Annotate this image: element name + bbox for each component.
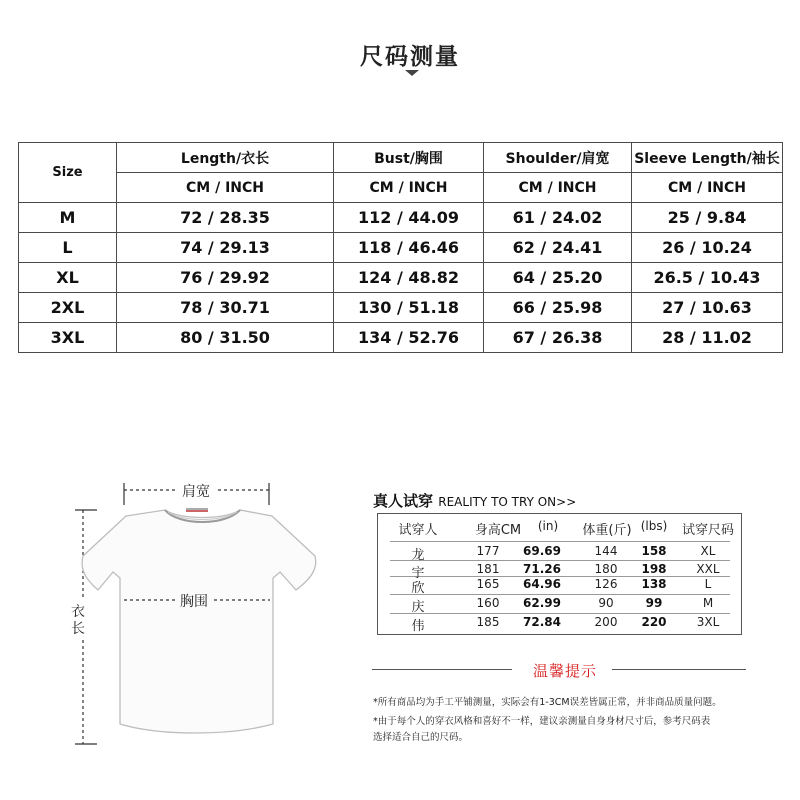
tips-divider-left <box>372 669 512 670</box>
try-on-cell-cm: 160 <box>476 596 500 610</box>
try-on-cell-cm: 185 <box>476 615 500 629</box>
value-cell: 134 / 52.76 <box>334 323 484 353</box>
try-on-cell-lbs: 198 <box>641 562 667 576</box>
table-row <box>19 233 783 263</box>
length-label: 衣长 <box>71 604 85 637</box>
lbs-header: (lbs) <box>640 519 668 533</box>
value-cell: 62 / 24.41 <box>484 233 632 263</box>
try-on-cell-in: 69.69 <box>523 544 561 558</box>
try-on-cell-cm: 177 <box>476 544 500 558</box>
value-cell: 26.5 / 10.43 <box>632 263 783 293</box>
try-on-cell-name: 龙 <box>411 548 425 563</box>
value-cell: 78 / 30.71 <box>117 293 334 323</box>
shoulder-label: 肩宽 <box>182 484 210 500</box>
note-line: *所有商品均为手工平铺测量，实际会有1-3CM误差皆属正常，并非商品质量问题。 <box>373 697 722 708</box>
try-on-subtitle: REALITY TO TRY ON>> <box>438 495 577 509</box>
try-on-cell-lbs: 138 <box>641 577 667 591</box>
try-on-cell-cm: 165 <box>476 577 500 591</box>
divider <box>390 541 730 542</box>
bust-header: Bust/胸围 <box>334 143 484 173</box>
value-cell: 118 / 46.46 <box>334 233 484 263</box>
value-cell: 27 / 10.63 <box>632 293 783 323</box>
try-on-cell-jin: 90 <box>598 596 614 610</box>
value-cell: 61 / 24.02 <box>484 203 632 233</box>
size-cell: M <box>19 203 117 233</box>
page-title: 尺码测量 <box>360 44 460 70</box>
try-on-cell-in: 71.26 <box>523 562 561 576</box>
try-on-title <box>373 490 576 511</box>
unit-label: CM / INCH <box>334 173 484 203</box>
try-on-cell-size: 3XL <box>696 615 720 629</box>
value-cell: 64 / 25.20 <box>484 263 632 293</box>
value-cell: 25 / 9.84 <box>632 203 783 233</box>
unit-row <box>19 173 783 203</box>
table-row <box>19 203 783 233</box>
try-on-cell-size: L <box>704 577 712 591</box>
unit-label: CM / INCH <box>117 173 334 203</box>
size-cell: L <box>19 233 117 263</box>
try-on-cell-in: 62.99 <box>523 596 561 610</box>
size-column-header: Size <box>19 143 117 203</box>
height-header: 身高CM <box>474 523 522 538</box>
try-on-cell-jin: 180 <box>594 562 618 576</box>
try-on-cell-lbs: 220 <box>641 615 667 629</box>
unit-label: CM / INCH <box>484 173 632 203</box>
unit-label: CM / INCH <box>632 173 783 203</box>
size-table <box>18 142 783 353</box>
in-header: (in) <box>537 519 559 533</box>
try-on-cell-jin: 144 <box>594 544 618 558</box>
table-row <box>19 263 783 293</box>
tips-title: 温馨提示 <box>532 662 597 680</box>
try-on-cell-lbs: 99 <box>645 596 663 610</box>
value-cell: 130 / 51.18 <box>334 293 484 323</box>
value-cell: 66 / 25.98 <box>484 293 632 323</box>
try-on-cell-in: 64.96 <box>523 577 561 591</box>
tips-divider-right <box>612 669 746 670</box>
table-row <box>19 293 783 323</box>
try-on-cell-size: XXL <box>696 562 720 576</box>
size-cell: 3XL <box>19 323 117 353</box>
value-cell: 72 / 28.35 <box>117 203 334 233</box>
size-table-header-row <box>19 143 783 173</box>
sleeve-header: Sleeve Length/袖长 <box>632 143 783 173</box>
value-cell: 26 / 10.24 <box>632 233 783 263</box>
size-cell: 2XL <box>19 293 117 323</box>
try-on-cell-in: 72.84 <box>523 615 561 629</box>
try-on-cell-name: 伟 <box>411 619 425 634</box>
tshirt-outline <box>82 510 316 733</box>
try-on-cell-size: XL <box>700 544 716 558</box>
value-cell: 74 / 29.13 <box>117 233 334 263</box>
value-cell: 124 / 48.82 <box>334 263 484 293</box>
size-header: 试穿尺码 <box>681 523 734 538</box>
value-cell: 112 / 44.09 <box>334 203 484 233</box>
try-on-cell-size: M <box>702 596 714 610</box>
weight-header: 体重(斤) <box>582 523 632 538</box>
length-header: Length/衣长 <box>117 143 334 173</box>
try-on-cell-jin: 200 <box>594 615 618 629</box>
try-on-cell-jin: 126 <box>594 577 618 591</box>
value-cell: 80 / 31.50 <box>117 323 334 353</box>
table-row <box>19 323 783 353</box>
try-on-cell-cm: 181 <box>476 562 500 576</box>
note-line: 选择适合自己的尺码。 <box>373 732 469 743</box>
note-line: *由于每个人的穿衣风格和喜好不一样，建议亲测量自身身材尺寸后，参考尺码表 <box>373 716 711 727</box>
person-header: 试穿人 <box>398 523 438 538</box>
try-on-title-text: 真人试穿 <box>373 492 434 510</box>
value-cell: 28 / 11.02 <box>632 323 783 353</box>
title-marker <box>405 70 419 76</box>
try-on-cell-name: 欣 <box>411 581 425 596</box>
value-cell: 76 / 29.92 <box>117 263 334 293</box>
shoulder-header: Shoulder/肩宽 <box>484 143 632 173</box>
size-cell: XL <box>19 263 117 293</box>
try-on-cell-name: 庆 <box>411 600 425 615</box>
chest-label: 胸围 <box>180 594 208 610</box>
try-on-cell-name: 宇 <box>411 566 425 581</box>
value-cell: 67 / 26.38 <box>484 323 632 353</box>
try-on-cell-lbs: 158 <box>641 544 667 558</box>
